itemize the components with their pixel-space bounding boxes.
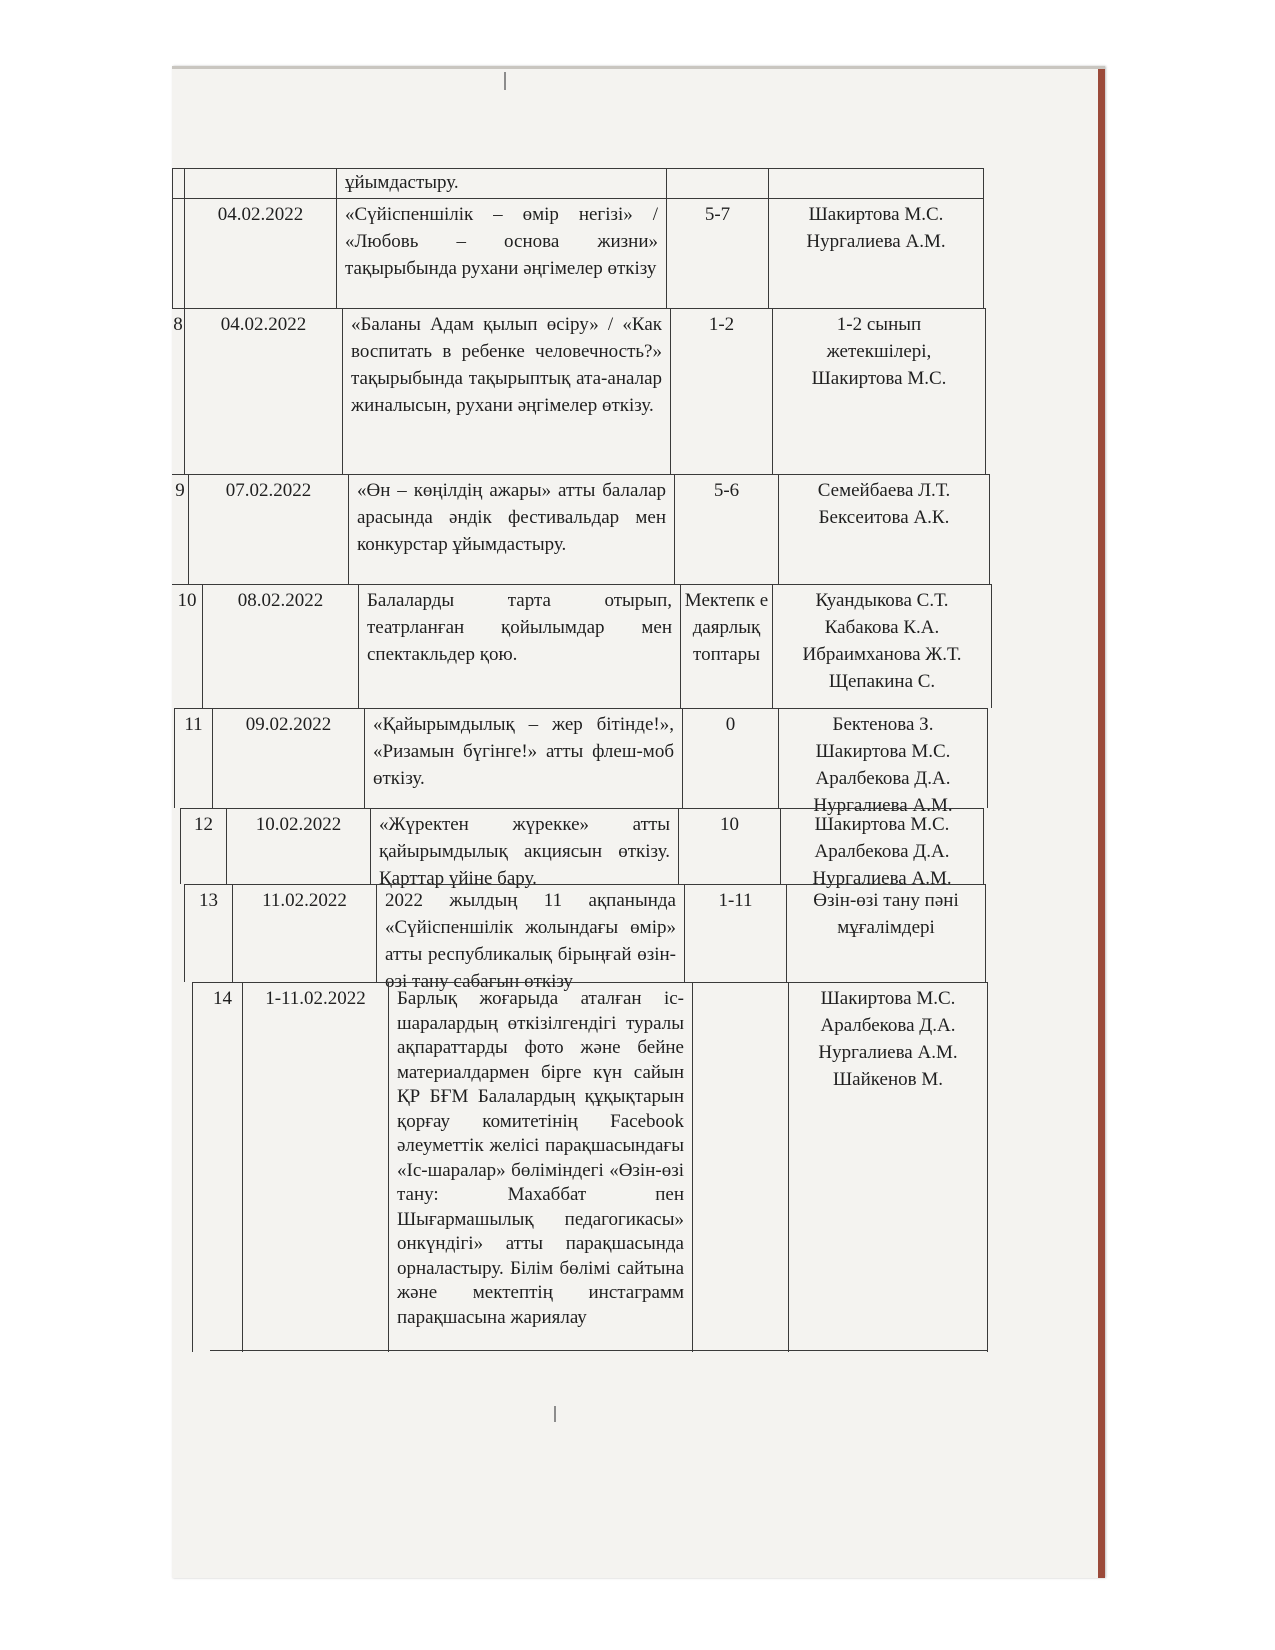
row-date: 04.02.2022 [184, 308, 342, 474]
row-grade [692, 982, 788, 1352]
table-bottom-border [210, 1350, 988, 1351]
row-grade: 1-2 [670, 308, 772, 474]
scan-artifact-mark [554, 1406, 556, 1422]
row-date: 08.02.2022 [202, 584, 358, 708]
row-grade: 10 [678, 808, 780, 884]
row-number [172, 198, 184, 308]
row-responsible: Шакиртова М.С. Нургалиева А.М. [768, 198, 984, 308]
row-number [172, 168, 184, 198]
row-number: 8 [172, 308, 184, 474]
row-responsible: Шакиртова М.С. Аралбекова Д.А. Нургалиева А.М. [780, 808, 984, 884]
row-event: «Жүректен жүрекке» атты қайырымдылық акциясын өткізу. Қарттар үйіне бару. [370, 808, 678, 884]
row-grade: 5-6 [674, 474, 778, 584]
row-event: «Өн – көңілдің ажары» атты балалар арасында әндік фестивальдар мен конкурстар ұйымдастыру. [348, 474, 674, 584]
row-grade: 5-7 [666, 198, 768, 308]
row-grade: Мектепк е даярлық топтары [680, 584, 772, 708]
row-date: 1-11.02.2022 [242, 982, 388, 1352]
row-date: 09.02.2022 [212, 708, 364, 808]
row-responsible: Куандыкова С.Т. Кабакова К.А. Ибраимханова Ж.Т. Щепакина С. [772, 584, 992, 708]
scan-artifact-mark [504, 72, 506, 90]
row-number: 13 [184, 884, 232, 982]
row-event: «Сүйіспеншілік – өмір негізі» / «Любовь – основа жизни» тақырыбында рухани әңгімелер өткізу [336, 198, 666, 308]
row-date [184, 168, 336, 198]
row-responsible: Өзін-өзі тану пәні мұғалімдері [786, 884, 986, 982]
row-number: 12 [180, 808, 226, 884]
row-number: 14 [192, 982, 242, 1352]
row-number: 11 [174, 708, 212, 808]
row-date: 10.02.2022 [226, 808, 370, 884]
row-responsible: Шакиртова М.С. Аралбекова Д.А. Нургалиева А.М. Шайкенов М. [788, 982, 988, 1352]
row-event: Балаларды тарта отырып, театрланған қойылымдар мен спектакльдер қою. [358, 584, 680, 708]
row-grade [666, 168, 768, 198]
row-date: 07.02.2022 [188, 474, 348, 584]
row-responsible: 1-2 сынып жетекшілері, Шакиртова М.С. [772, 308, 986, 474]
row-event: Барлық жоғарыда аталған іс-шаралардың өткізілгендігі туралы ақпараттарды фото және бейне материалдармен бірге күн сайын ҚР БҒМ Балалардың құқықтарын қорғау комитетінің Facebook әлеуметтік желісі парақшасындағы «Іс-шаралар» бөліміндегі «Өзін-өзі тану: Махаббат пен Шығармашылық педагогикасы» онкүндігі» атты парақшасында орналастыру. Білім бөлімі сайтына және мектептің инстаграмм парақшасына жариялау [388, 982, 692, 1352]
row-event: «Қайырымдылық – жер бітінде!», «Ризамын бүгінге!» атты флеш-моб өткізу. [364, 708, 682, 808]
row-event: 2022 жылдың 11 ақпанында «Сүйіспеншілік жолындағы өмір» атты республикалық бірыңғай өзін-өзі тану сабағын өткізу [376, 884, 684, 982]
row-grade: 1-11 [684, 884, 786, 982]
row-responsible: Бектенова З. Шакиртова М.С. Аралбекова Д.А. Нургалиева А.М. [778, 708, 988, 808]
row-date: 11.02.2022 [232, 884, 376, 982]
row-responsible: Семейбаева Л.Т. Бексеитова А.К. [778, 474, 990, 584]
row-date: 04.02.2022 [184, 198, 336, 308]
row-responsible [768, 168, 984, 198]
row-number: 9 [172, 474, 188, 584]
row-event: ұйымдастыру. [336, 168, 666, 198]
row-number: 10 [172, 584, 202, 708]
row-event: «Баланы Адам қылып өсіру» / «Как воспитать в ребенке человечность?» тақырыбында тақырыптық ата-аналар жиналысын, рухани әңгімелер өткізу. [342, 308, 670, 474]
row-grade: 0 [682, 708, 778, 808]
